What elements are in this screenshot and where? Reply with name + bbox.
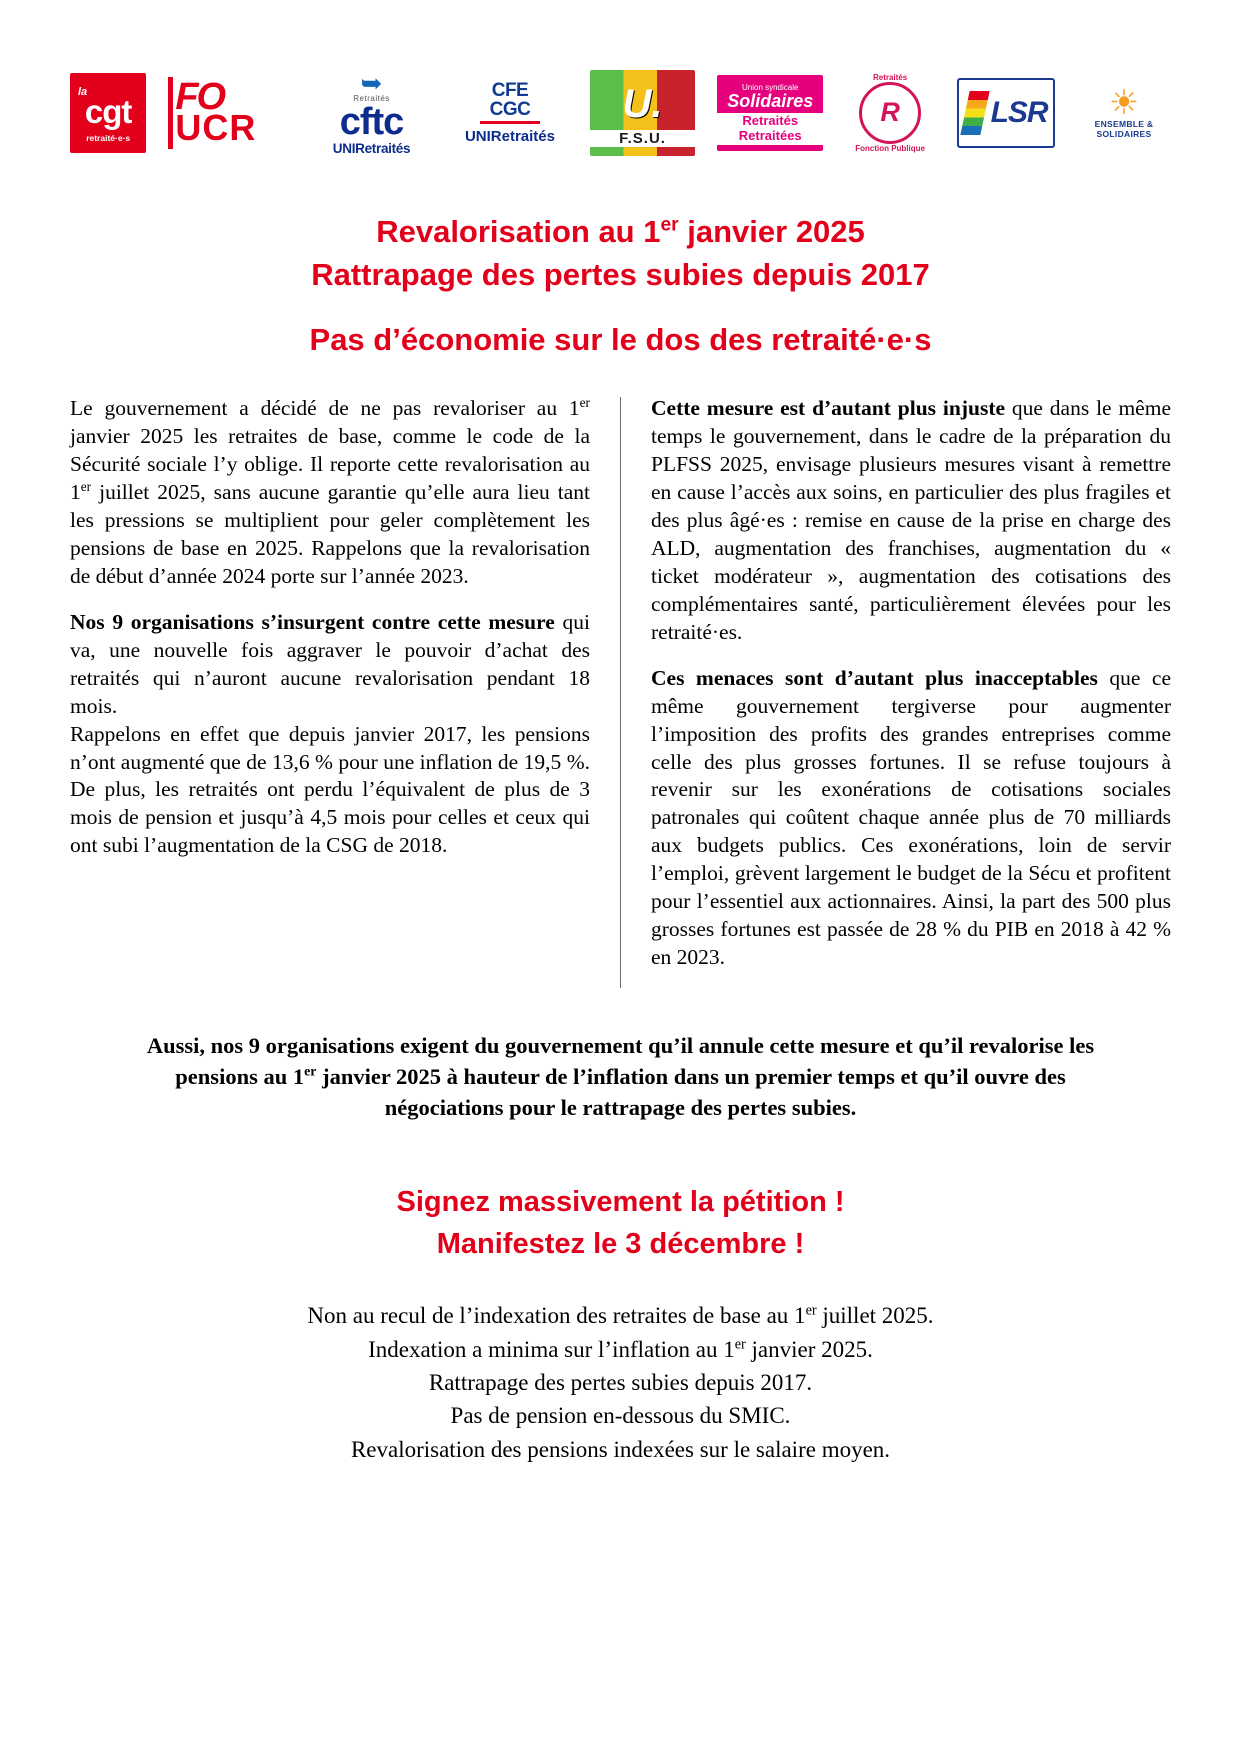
demand-statement	[114, 1030, 1127, 1123]
logo-rfp-letter: R	[859, 82, 921, 144]
right-p2-bold: Ces menaces sont d’autant plus inacceptables	[651, 665, 1098, 690]
left-paragraph-1	[70, 395, 590, 591]
logo-fo-ucr	[168, 77, 290, 149]
right-paragraph-1	[651, 395, 1171, 646]
body-columns	[70, 395, 1171, 990]
right-p1-bold: Cette mesure est d’autant plus injuste	[651, 396, 1006, 421]
logo-cfe-uni: UNIRetraités	[464, 127, 555, 145]
logo-cgt	[70, 73, 146, 153]
logo-cfe-rule	[480, 121, 540, 124]
logo-lsr-word: LSR	[990, 95, 1048, 129]
demand-1-a: Non au recul de l’indexation des retraites de base au 1	[307, 1303, 806, 1329]
logo-rfp-bottom: Fonction Publique	[855, 143, 925, 153]
logo-solidaires-word: Solidaires	[727, 91, 814, 112]
right-p1-rest: que dans le même temps le gouvernement, dans le cadre de la préparation du PLFSS 2025, envisage plusieurs mesures visant à remettre en cause l’accès aux soins, en particulier des plus fragiles et des plus âgé·es : remise en cause de la prise en charge des ALD, augmentation des franchises, augmentation du « ticket modérateur », augmentation des cotisations des complémentaires santé, particulièrement élevées pour les retraité·es.	[651, 396, 1171, 644]
logo-solidaires	[717, 75, 823, 151]
logo-cftc-uni: UNIRetraités	[332, 140, 411, 156]
demand-1	[70, 1299, 1171, 1332]
title-line-3: Pas d’économie sur le dos des retraité·e·s	[309, 321, 932, 357]
logo-ensemble-label: ENSEMBLE & SOLIDAIRES	[1094, 118, 1154, 139]
call-sign-petition: Signez massivement la pétition !	[396, 1186, 845, 1219]
logo-cftc	[313, 67, 430, 156]
logo-cfe-cgc	[452, 73, 567, 153]
statement-a: Aussi, nos 9 organisations exigent du gouvernement qu’il annule cette mesure et qu’il revalorise les pensions au 1	[146, 1033, 1095, 1090]
right-p2-rest: que ce même gouvernement tergiverse pour augmenter l’imposition des profits des grandes entreprises comme celle des plus grosses fortunes. Il se refuse toujours à revenir sur les exonérations de cotisations sociales patronales qui coûtent chaque année plus de 70 milliards aux budgets publics. Ces exonérations, loin de servir l’emploi, grèvent largement le budget de la Sécu et profitent pour l’essentiel aux actionnaires. Ainsi, la part des 500 plus grosses fortunes est passée de 28 % du PIB en 2018 à 42 % en 2023.	[651, 665, 1171, 970]
logo-ucr-word: UCR	[175, 107, 257, 149]
demand-1-sup: er	[805, 1302, 817, 1319]
statement-b: janvier 2025 à hauteur de l’inflation dans un premier temps et qu’il ouvre des négociations pour le rattrapage des pertes subies.	[316, 1064, 1066, 1121]
logo-solidaires-box: Retraités Retraitées	[717, 113, 823, 145]
demand-2-b: janvier 2025.	[745, 1336, 873, 1362]
left-p1-b: janvier 2025 les retraites de base, comme le code de la Sécurité sociale l’y oblige. Il reporte cette revalorisation au 1	[70, 424, 590, 505]
logo-cftc-retraites: Retraités	[353, 93, 390, 103]
logo-cgt-word: cgt	[84, 93, 132, 131]
demand-2	[70, 1333, 1171, 1366]
logo-ensemble-solidaires	[1077, 69, 1171, 157]
logo-cfe-word: CFE	[491, 79, 529, 101]
logo-fsu-word: F.S.U.	[590, 130, 696, 147]
demand-4: Pas de pension en-dessous du SMIC.	[450, 1403, 791, 1429]
left-p2-rest: qui va, une nouvelle fois aggraver le pouvoir d’achat des retraités qui n’auront aucune revalorisation pendant 18 mois.	[70, 609, 590, 718]
left-p1-sup2: er	[80, 478, 92, 494]
logo-fsu	[590, 70, 696, 156]
demand-5: Revalorisation des pensions indexées sur le salaire moyen.	[350, 1436, 891, 1462]
left-p1-c: juillet 2025, sans aucune garantie qu’elle aura lieu tant les pressions se multiplient pour geler complètement les pensions de base en 2025. Rappelons que la revalorisation de début d’année 2024 porte sur l’année 2023.	[70, 480, 590, 588]
demand-2-sup: er	[734, 1335, 746, 1352]
logo-cgc-word: CGC	[489, 98, 531, 120]
left-p1-a: Le gouvernement a décidé de ne pas revaloriser au 1	[70, 396, 580, 421]
sunburst-icon: ☀	[1108, 83, 1140, 122]
call-demonstrate: Manifestez le 3 décembre !	[436, 1228, 805, 1261]
logo-retraites-fonction-publique	[845, 69, 935, 157]
left-paragraph-2	[70, 609, 590, 721]
demands-list	[70, 1299, 1171, 1466]
title-line-2: Rattrapage des pertes subies depuis 2017	[311, 256, 930, 292]
logo-cgt-la: la	[78, 86, 88, 99]
demand-1-b: juillet 2025.	[816, 1303, 934, 1329]
title-line-1-b: janvier 2025	[678, 214, 865, 249]
statement-sup: er	[304, 1064, 317, 1080]
page-title	[70, 211, 1171, 361]
body-column-left	[70, 395, 620, 990]
demand-2-a: Indexation a minima sur l’inflation au 1	[368, 1336, 735, 1362]
demand-3: Rattrapage des pertes subies depuis 2017.	[428, 1369, 813, 1395]
left-p1-sup1: er	[579, 395, 590, 411]
logo-rfp-cap: Retraités	[872, 72, 908, 82]
title-line-1-sup: er	[660, 214, 679, 236]
rainbow-stripe-icon	[960, 91, 989, 135]
right-paragraph-2	[651, 665, 1171, 972]
logo-fo-word: FO	[175, 76, 225, 119]
left-paragraph-3: Rappelons en effet que depuis janvier 2017, les pensions n’ont augmenté que de 13,6 % pour une inflation de 19,5 %. De plus, les retraités ont perdu l’équivalent de plus de 3 mois de pension et jusqu’à 4,5 mois pour celles et ceux qui ont subi l’augmentation de la CSG de 2018.	[70, 721, 590, 858]
left-p2-bold: Nos 9 organisations s’insurgent contre cette mesure	[70, 609, 555, 634]
logo-solidaires-top: Union syndicale	[741, 82, 799, 92]
body-column-right	[621, 395, 1171, 990]
call-to-action	[70, 1181, 1171, 1265]
logo-lsr	[957, 78, 1055, 148]
title-line-1-a: Revalorisation au 1	[376, 214, 661, 249]
logo-fsu-u: U.	[622, 82, 663, 126]
title-line-1	[70, 211, 1171, 254]
logo-cgt-sub: retraité·e·s	[86, 133, 131, 144]
logo-cftc-word: cftc	[339, 100, 404, 143]
dove-icon: ➥	[360, 67, 383, 98]
union-logos-row	[70, 60, 1171, 165]
